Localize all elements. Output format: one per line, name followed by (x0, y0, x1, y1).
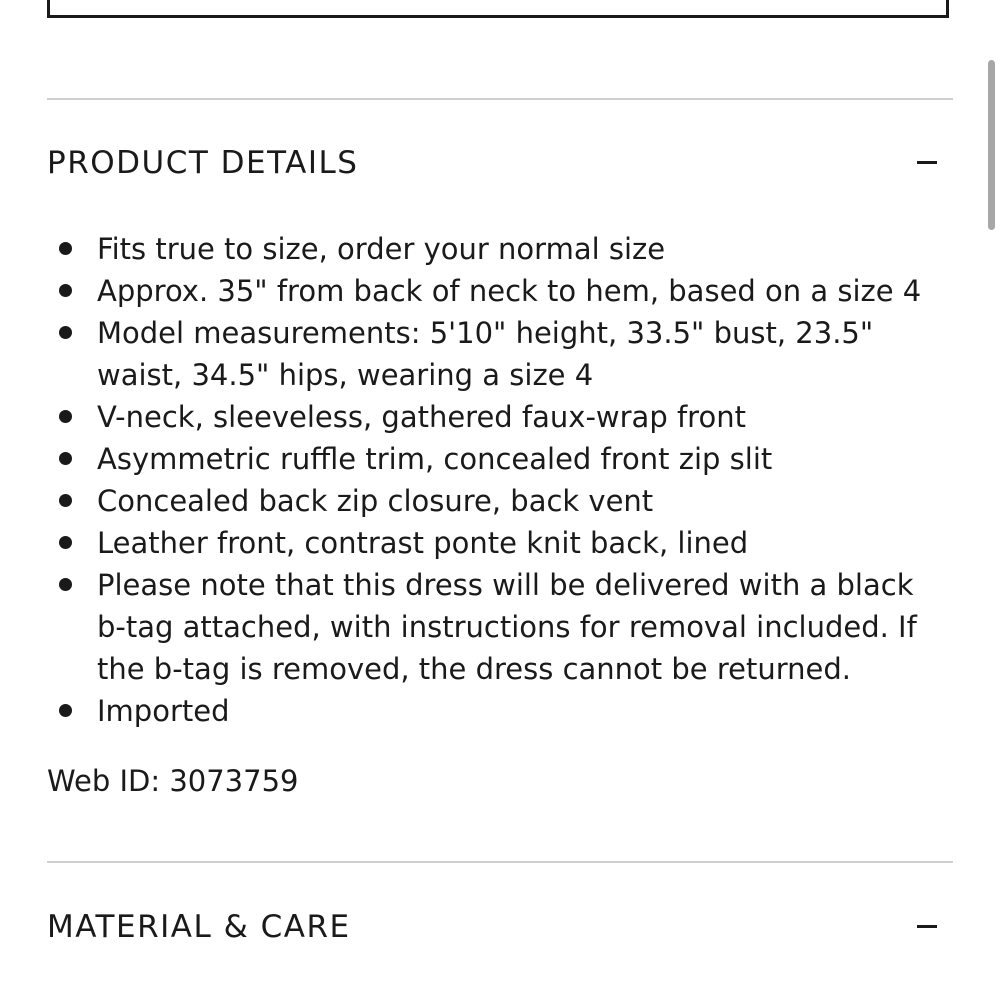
top-button-box[interactable] (47, 0, 949, 18)
section-divider (47, 98, 953, 100)
list-item (47, 564, 947, 690)
bullet-icon (59, 284, 72, 297)
product-details-title: PRODUCT DETAILS (47, 145, 359, 181)
scrollbar[interactable] (988, 60, 995, 230)
bullet-icon (59, 410, 72, 423)
list-item (47, 438, 947, 480)
list-item-text: Model measurements: 5'10" height, 33.5" bust, 23.5" waist, 34.5" hips, wearing a size 4 (97, 316, 874, 392)
list-item (47, 522, 947, 564)
list-item-text: Leather front, contrast ponte knit back, lined (97, 526, 749, 560)
minus-icon[interactable] (917, 914, 937, 940)
list-item (47, 690, 947, 732)
bullet-icon (59, 578, 72, 591)
list-item-text: Asymmetric ruffle trim, concealed front zip slit (97, 442, 773, 476)
web-id: Web ID: 3073759 (47, 764, 299, 798)
bullet-icon (59, 494, 72, 507)
list-item (47, 270, 947, 312)
bullet-icon (59, 452, 72, 465)
list-item-text: Concealed back zip closure, back vent (97, 484, 654, 518)
list-item (47, 312, 947, 396)
bullet-icon (59, 326, 72, 339)
bullet-icon (59, 242, 72, 255)
list-item (47, 480, 947, 522)
product-details-list (47, 228, 947, 732)
product-details-header[interactable] (47, 138, 953, 188)
list-item-text: Imported (97, 694, 230, 728)
material-care-title: MATERIAL & CARE (47, 909, 351, 945)
list-item-text: Please note that this dress will be delivered with a black b-tag attached, with instructions for removal included. If the b-tag is removed, the dress cannot be returned. (97, 568, 917, 686)
minus-icon[interactable] (917, 150, 937, 176)
section-divider (47, 861, 953, 863)
list-item-text: V-neck, sleeveless, gathered faux-wrap front (97, 400, 746, 434)
list-item (47, 228, 947, 270)
bullet-icon (59, 704, 72, 717)
list-item (47, 396, 947, 438)
list-item-text: Approx. 35" from back of neck to hem, based on a size 4 (97, 274, 922, 308)
list-item-text: Fits true to size, order your normal size (97, 232, 666, 266)
material-care-header[interactable] (47, 902, 953, 952)
bullet-icon (59, 536, 72, 549)
